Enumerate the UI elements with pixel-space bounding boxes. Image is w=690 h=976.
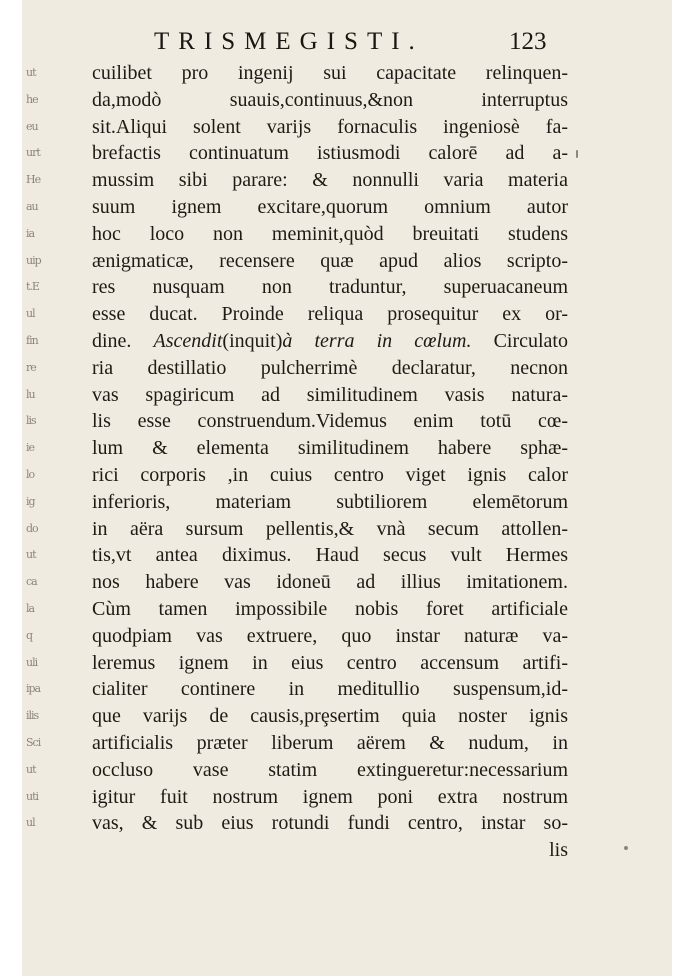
bleed-fragment: ia: [26, 226, 35, 240]
facing-page-bleed: [22, 60, 50, 880]
bleed-fragment: uip: [26, 253, 41, 267]
bleed-fragment: la: [26, 602, 35, 615]
text-line: rici corporis ,in cuius centro viget ignis calor: [92, 463, 568, 486]
text-line: vas spagiricum ad similitudinem vasis natura-: [92, 383, 568, 406]
text-line: Cùm tamen impossibile nobis foret artificiale: [92, 597, 568, 620]
text-line: igitur fuit nostrum ignem poni extra nostrum: [92, 785, 568, 808]
text-line: que varijs de causis,prȩsertim quia noster ignis: [92, 705, 568, 728]
line-start: dine.: [92, 329, 154, 352]
bleed-fragment: ilis: [26, 709, 39, 723]
text-line: occluso vase statim extingueretur:necessarium: [92, 758, 568, 781]
bleed-fragment: urt: [26, 146, 40, 160]
text-line: in aëra sursum pellentis,& vnà secum attollen-: [92, 517, 568, 540]
bleed-fragment: ie: [26, 441, 35, 455]
quotation-italic: Ascendit: [153, 329, 223, 352]
text-line: suum ignem excitare,quorum omnium autor: [92, 195, 568, 218]
bleed-fragment: do: [26, 521, 38, 535]
inquit-text: (inquit): [222, 329, 283, 352]
bleed-fragment: lis: [26, 414, 36, 428]
bleed-fragment: au: [26, 200, 38, 213]
bleed-fragment: q: [26, 628, 33, 642]
bleed-fragment: eu: [26, 119, 38, 133]
line-end: Circulato: [471, 329, 568, 352]
text-line: ænigmaticæ, recensere quæ apud alios scripto-: [92, 249, 568, 272]
bleed-fragment: uti: [26, 789, 39, 803]
bleed-fragment: t.E: [26, 280, 39, 294]
text-line: lum & elementa similitudinem habere sphæ-: [92, 437, 568, 460]
text-line: leremus ignem in eius centro accensum artifi-: [92, 651, 568, 674]
bleed-fragment: ul: [26, 307, 35, 321]
book-page: [22, 0, 672, 976]
bleed-fragment: fin: [26, 334, 38, 347]
text-line-with-quotation: [92, 328, 568, 355]
bleed-fragment: ca: [26, 575, 37, 589]
quotation-italic: à terra in cœlum.: [282, 329, 472, 352]
bleed-fragment: ut: [26, 66, 36, 79]
text-line: mussim sibi parare: & nonnulli varia materia: [92, 169, 568, 192]
bleed-fragment: re: [26, 360, 36, 374]
bleed-fragment: ipa: [26, 682, 41, 696]
bleed-fragment: ut: [26, 762, 36, 776]
ink-smudge: [576, 150, 578, 158]
bleed-fragment: lu: [26, 387, 35, 401]
text-line: cialiter continere in meditullio suspensum,id-: [92, 678, 568, 701]
text-line: tis,vt antea diximus. Haud secus vult Hermes: [92, 544, 568, 567]
bleed-fragment: ul: [26, 816, 35, 830]
bleed-fragment: He: [26, 173, 41, 187]
page-number: 123: [509, 28, 547, 55]
text-line: vas, & sub eius rotundi fundi centro, instar so-: [92, 812, 568, 835]
text-line: artificialis præter liberum aërem & nudum, in: [92, 731, 568, 754]
text-line: brefactis continuatum istiusmodi calorē ad a-: [92, 142, 568, 165]
text-line: sit.Aliqui solent varijs fornaculis ingeniosè fa-: [92, 115, 568, 138]
text-line: hoc loco non meminit,quòd breuitati studens: [92, 222, 568, 245]
bleed-fragment: uli: [26, 655, 38, 669]
text-line: esse ducat. Proinde reliqua prosequitur ex or-: [92, 303, 568, 326]
catchword: lis: [549, 839, 568, 862]
text-line: quodpiam vas extruere, quo instar naturæ va-: [92, 624, 568, 647]
text-line: da,modò suauis,continuus,&non interruptus: [92, 88, 568, 111]
text-line: lis esse construendum.Videmus enim totū cœ-: [92, 410, 568, 433]
text-line: ria destillatio pulcherrimè declaratur, necnon: [92, 356, 568, 379]
bleed-fragment: ut: [26, 548, 36, 562]
bleed-fragment: lo: [26, 468, 35, 481]
text-line: cuilibet pro ingenij sui capacitate relinquen-: [92, 62, 568, 84]
ink-smudge: [624, 846, 628, 850]
text-line: inferioris, materiam subtiliorem elemētorum: [92, 490, 568, 513]
bleed-fragment: ig: [26, 494, 35, 508]
text-line: nos habere vas idoneū ad illius imitationem.: [92, 571, 568, 594]
bleed-fragment: he: [26, 92, 38, 106]
page-header: [22, 28, 672, 56]
text-line: res nusquam non traduntur, superuacaneum: [92, 276, 568, 299]
body-text: [92, 60, 568, 864]
bleed-fragment: Sci: [26, 736, 41, 749]
running-title: TRISMEGISTI.: [154, 28, 424, 55]
